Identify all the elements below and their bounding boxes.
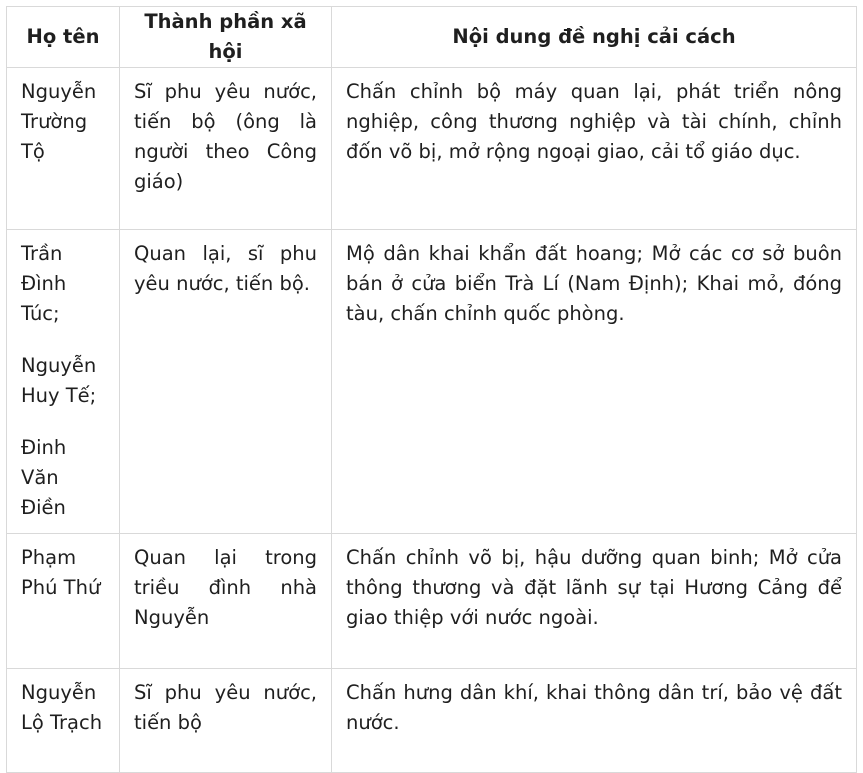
header-social-class: Thành phần xã hội [120, 7, 332, 68]
person-name: Nguyễn Trường Tộ [21, 80, 97, 163]
person-name: Đinh Văn Điền [21, 436, 67, 519]
cell-social-class: Quan lại, sĩ phu yêu nước, tiến bộ. [120, 230, 332, 534]
cell-social-class: Sĩ phu yêu nước, tiến bộ (ông là người theo Công giáo) [120, 68, 332, 230]
cell-reform-content: Chấn hưng dân khí, khai thông dân trí, bảo vệ đất nước. [332, 669, 857, 773]
person-name: Nguyễn Lộ Trạch [21, 681, 103, 734]
header-reform-content: Nội dung đề nghị cải cách [332, 7, 857, 68]
cell-reform-content: Mộ dân khai khẩn đất hoang; Mở các cơ sở buôn bán ở cửa biển Trà Lí (Nam Định); Khai mỏ, đóng tàu, chấn chỉnh quốc phòng. [332, 230, 857, 534]
cell-reform-content: Chấn chỉnh bộ máy quan lại, phát triển nông nghiệp, công thương nghiệp và tài chính, chỉnh đốn võ bị, mở rộng ngoại giao, cải tổ giáo dục. [332, 68, 857, 230]
table-row [7, 669, 857, 773]
cell-name [7, 534, 120, 669]
cell-name [7, 230, 120, 534]
person-name: Nguyễn Huy Tế; [21, 354, 97, 407]
cell-reform-content: Chấn chỉnh võ bị, hậu dưỡng quan binh; Mở cửa thông thương và đặt lãnh sự tại Hương Cảng để giao thiệp với nước ngoài. [332, 534, 857, 669]
person-name: Phạm Phú Thứ [21, 546, 101, 599]
reform-proposals-table [6, 6, 857, 773]
table-row [7, 230, 857, 534]
cell-social-class: Quan lại trong triều đình nhà Nguyễn [120, 534, 332, 669]
cell-social-class: Sĩ phu yêu nước, tiến bộ [120, 669, 332, 773]
table-header-row [7, 7, 857, 68]
cell-name [7, 669, 120, 773]
table-row [7, 534, 857, 669]
cell-name [7, 68, 120, 230]
header-name: Họ tên [7, 7, 120, 68]
person-name: Trần Đình Túc; [21, 242, 67, 325]
table-row [7, 68, 857, 230]
